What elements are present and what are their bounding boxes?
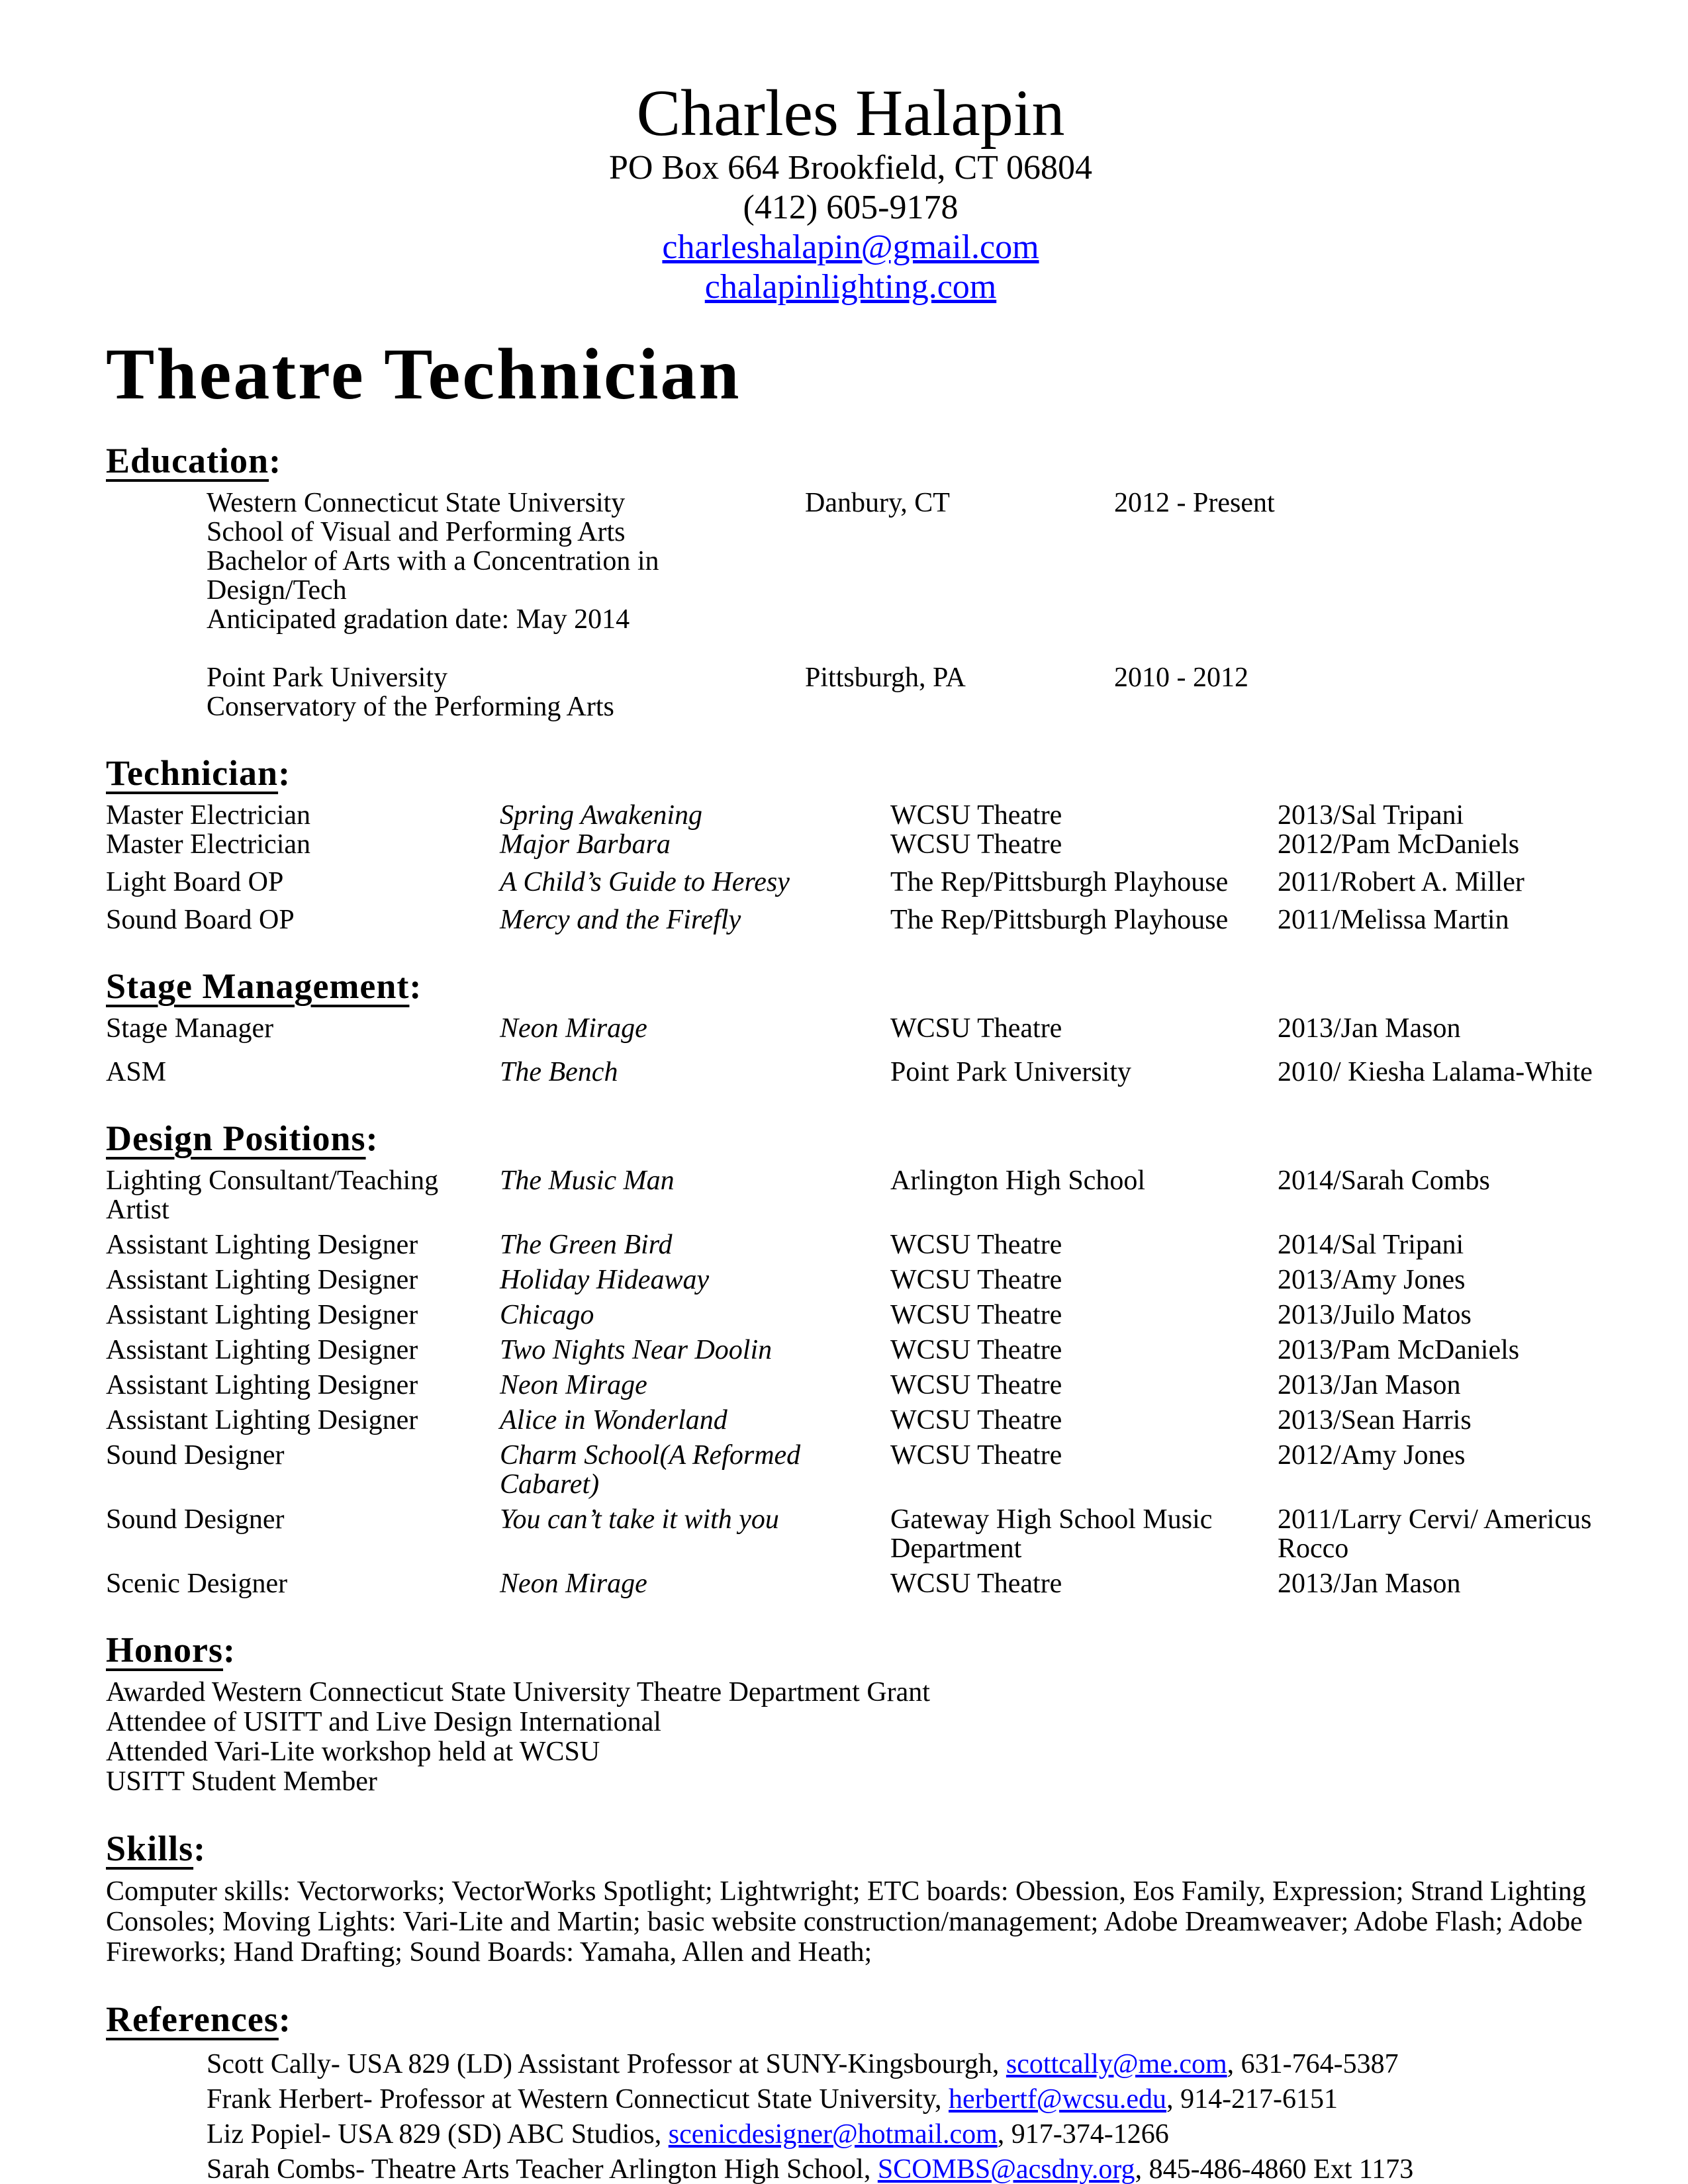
school-dates: 2010 - 2012 — [1114, 662, 1248, 693]
credit-row — [106, 905, 1602, 934]
stage-management-heading-colon: : — [409, 966, 422, 1006]
venue-cell: WCSU Theatre — [890, 1230, 1062, 1260]
credit-cell: 2012/Pam McDaniels — [1278, 829, 1520, 860]
position-cell: Assistant Lighting Designer — [106, 1265, 418, 1295]
credit-cell: 2010/ Kiesha Lalama-White — [1278, 1057, 1593, 1087]
website-line — [106, 267, 1595, 307]
show-title: You can’t take it with you — [500, 1504, 779, 1535]
credit-cell: 2014/Sarah Combs — [1278, 1165, 1490, 1196]
reference-phone: , 914-217-6151 — [1166, 2084, 1338, 2115]
position-cell: Sound Designer — [106, 1504, 285, 1535]
show-title: Two Nights Near Doolin — [500, 1335, 773, 1365]
venue-cell: WCSU Theatre — [890, 1370, 1062, 1400]
venue-cell: WCSU Theatre — [890, 1440, 1062, 1471]
venue-cell: WCSU Theatre — [890, 1300, 1062, 1330]
credit-row — [106, 868, 1602, 897]
position-cell: Master Electrician — [106, 829, 311, 860]
reference-text: Liz Popiel- USA 829 (SD) ABC Studios, — [207, 2119, 669, 2150]
position-cell: Assistant Lighting Designer — [106, 1300, 418, 1330]
honors-heading-text: Honors — [106, 1630, 224, 1670]
section-skills — [106, 1827, 1602, 1968]
page-title: Theatre Technician — [106, 334, 741, 414]
reference-email-link[interactable]: scottcally@me.com — [1006, 2049, 1227, 2079]
show-title: Alice in Wonderland — [500, 1405, 727, 1435]
skills-heading — [106, 1827, 1602, 1870]
reference-email-link[interactable]: herbertf@wcsu.edu — [949, 2084, 1167, 2115]
reference-email-link[interactable]: scenicdesigner@hotmail.com — [668, 2119, 998, 2150]
education-heading-colon: : — [269, 441, 282, 480]
reference-text: Frank Herbert- Professor at Western Connecticut State University, — [207, 2084, 949, 2115]
credit-row — [106, 1058, 1602, 1087]
venue-cell: WCSU Theatre — [890, 800, 1062, 831]
design-positions-table — [106, 1166, 1602, 1598]
school-dates: 2012 - Present — [1114, 488, 1275, 518]
website-link[interactable]: chalapinlighting.com — [704, 268, 997, 306]
honor-item: Attendee of USITT and Live Design International — [106, 1707, 661, 1737]
credit-cell: 2013/Amy Jones — [1278, 1265, 1466, 1295]
school-detail: Conservatory of the Performing Arts — [207, 692, 614, 722]
school-location: Danbury, CT — [805, 488, 950, 518]
education-heading — [106, 439, 1602, 482]
credit-row — [106, 801, 1602, 830]
credit-row — [106, 1371, 1602, 1400]
school-name: Point Park University — [207, 662, 447, 693]
email-link[interactable]: charleshalapin@gmail.com — [662, 228, 1039, 266]
section-honors — [106, 1629, 1602, 1797]
credit-row — [106, 1505, 1602, 1563]
reference-phone: , 917-374-1266 — [997, 2119, 1169, 2150]
education-entry-details — [207, 488, 805, 634]
show-title: Mercy and the Firefly — [500, 905, 741, 935]
venue-cell: The Rep/Pittsburgh Playhouse — [890, 867, 1229, 897]
position-cell: Lighting Consultant/Teaching Artist — [106, 1165, 439, 1225]
credit-cell: 2013/Sal Tripani — [1278, 800, 1464, 831]
credit-row — [106, 1300, 1602, 1330]
section-design-positions — [106, 1117, 1602, 1598]
credit-cell: 2013/Juilo Matos — [1278, 1300, 1472, 1330]
credit-cell: 2011/Larry Cervi/ Americus Rocco — [1278, 1504, 1592, 1564]
design-positions-heading-text: Design Positions — [106, 1118, 366, 1158]
school-location: Pittsburgh, PA — [805, 662, 966, 693]
venue-cell: WCSU Theatre — [890, 1335, 1062, 1365]
position-cell: Assistant Lighting Designer — [106, 1405, 418, 1435]
venue-cell: WCSU Theatre — [890, 1405, 1062, 1435]
position-cell: Master Electrician — [106, 800, 311, 831]
honors-heading-colon: : — [223, 1630, 236, 1670]
degree-detail: Bachelor of Arts with a Concentration in Design/Tech — [207, 546, 659, 606]
credit-row — [106, 1265, 1602, 1295]
stage-management-table — [106, 1014, 1602, 1087]
credit-row — [106, 1230, 1602, 1259]
school-detail: School of Visual and Performing Arts — [207, 517, 626, 547]
position-cell: Stage Manager — [106, 1013, 274, 1044]
section-technician — [106, 752, 1602, 934]
honors-heading — [106, 1629, 1602, 1671]
show-title: The Music Man — [500, 1165, 675, 1196]
stage-management-heading — [106, 965, 1602, 1007]
skills-heading-colon: : — [193, 1829, 207, 1868]
design-positions-heading-colon: : — [365, 1118, 379, 1158]
position-cell: Sound Designer — [106, 1440, 285, 1471]
reference-item — [207, 2047, 1602, 2082]
venue-cell: Point Park University — [890, 1057, 1131, 1087]
position-cell: Sound Board OP — [106, 905, 295, 935]
reference-item — [207, 2152, 1602, 2184]
graduation-detail: Anticipated gradation date: May 2014 — [207, 604, 630, 635]
credit-cell: 2011/Melissa Martin — [1278, 905, 1509, 935]
credit-row — [106, 1406, 1602, 1435]
phone-line: (412) 605-9178 — [743, 189, 959, 226]
credit-row — [106, 830, 1602, 859]
show-title: Chicago — [500, 1300, 594, 1330]
person-name: Charles Halapin — [636, 76, 1065, 150]
reference-text: Scott Cally- USA 829 (LD) Assistant Professor at SUNY-Kingsbourgh, — [207, 2049, 1006, 2079]
reference-text: Sarah Combs- Theatre Arts Teacher Arlington High School, — [207, 2154, 878, 2184]
position-cell: ASM — [106, 1057, 167, 1087]
position-cell: Scenic Designer — [106, 1569, 288, 1599]
references-heading-text: References — [106, 1999, 279, 2039]
show-title: The Green Bird — [500, 1230, 673, 1260]
show-title: Charm School(A Reformed Cabaret) — [500, 1440, 801, 1500]
technician-heading-colon: : — [278, 753, 291, 793]
reference-phone: , 845-486-4860 Ext 1173 — [1135, 2154, 1414, 2184]
show-title: Major Barbara — [500, 829, 671, 860]
show-title: Neon Mirage — [500, 1569, 647, 1599]
venue-cell: WCSU Theatre — [890, 1013, 1062, 1044]
address-line: PO Box 664 Brookfield, CT 06804 — [609, 149, 1092, 187]
venue-cell: Gateway High School Music Department — [890, 1504, 1213, 1564]
show-title: Spring Awakening — [500, 800, 703, 831]
skills-heading-text: Skills — [106, 1829, 194, 1868]
email-line — [106, 228, 1595, 267]
credit-row — [106, 1336, 1602, 1365]
credit-cell: 2013/Sean Harris — [1278, 1405, 1472, 1435]
venue-cell: WCSU Theatre — [890, 1569, 1062, 1599]
honors-list — [106, 1678, 1602, 1797]
reference-item — [207, 2082, 1602, 2117]
reference-item — [207, 2117, 1602, 2152]
position-cell: Assistant Lighting Designer — [106, 1230, 418, 1260]
reference-email-link[interactable]: SCOMBS@acsdny.org — [877, 2154, 1135, 2184]
position-cell: Light Board OP — [106, 867, 284, 897]
position-cell: Assistant Lighting Designer — [106, 1335, 418, 1365]
references-heading — [106, 1998, 1602, 2040]
design-positions-heading — [106, 1117, 1602, 1160]
credit-cell: 2013/Pam McDaniels — [1278, 1335, 1520, 1365]
show-title: A Child’s Guide to Heresy — [500, 867, 790, 897]
credit-cell: 2014/Sal Tripani — [1278, 1230, 1464, 1260]
venue-cell: WCSU Theatre — [890, 829, 1062, 860]
reference-phone: , 631-764-5387 — [1227, 2049, 1399, 2079]
credit-cell: 2013/Jan Mason — [1278, 1013, 1461, 1044]
technician-table — [106, 801, 1602, 934]
credit-row — [106, 1441, 1602, 1499]
section-references — [106, 1998, 1602, 2184]
show-title: The Bench — [500, 1057, 618, 1087]
credit-row — [106, 1569, 1602, 1598]
honor-item: Attended Vari-Lite workshop held at WCSU — [106, 1737, 600, 1767]
education-entry — [207, 663, 1602, 721]
stage-management-heading-text: Stage Management — [106, 966, 410, 1006]
section-stage-management — [106, 965, 1602, 1087]
show-title: Neon Mirage — [500, 1013, 647, 1044]
position-cell: Assistant Lighting Designer — [106, 1370, 418, 1400]
references-heading-colon: : — [278, 1999, 291, 2039]
technician-heading — [106, 752, 1602, 794]
education-heading-text: Education — [106, 441, 269, 480]
education-entry — [207, 488, 1602, 634]
credit-row — [106, 1166, 1602, 1224]
honor-item: USITT Student Member — [106, 1766, 377, 1797]
show-title: Holiday Hideaway — [500, 1265, 710, 1295]
venue-cell: WCSU Theatre — [890, 1265, 1062, 1295]
venue-cell: Arlington High School — [890, 1165, 1145, 1196]
show-title: Neon Mirage — [500, 1370, 647, 1400]
education-entry-details — [207, 663, 805, 721]
contact-header — [106, 78, 1595, 307]
honor-item: Awarded Western Connecticut State University Theatre Department Grant — [106, 1677, 930, 1707]
references-list — [207, 2047, 1602, 2184]
skills-paragraph: Computer skills: Vectorworks; VectorWorks Spotlight; Lightwright; ETC boards: Obession, Eos Family, Expression; Strand Lighting Consoles; Moving Lights: Vari-Lite and Martin; basic website construction/management; Adobe Dreamweaver; Adobe Flash; Adobe Fireworks; Hand Drafting; Sound Boards: Yamaha, Allen and Heath; — [106, 1876, 1586, 1968]
credit-cell: 2013/Jan Mason — [1278, 1370, 1461, 1400]
technician-heading-text: Technician — [106, 753, 279, 793]
school-name: Western Connecticut State University — [207, 488, 626, 518]
credit-cell: 2011/Robert A. Miller — [1278, 867, 1524, 897]
credit-cell: 2012/Amy Jones — [1278, 1440, 1466, 1471]
credit-cell: 2013/Jan Mason — [1278, 1569, 1461, 1599]
section-education — [106, 439, 1602, 721]
venue-cell: The Rep/Pittsburgh Playhouse — [890, 905, 1229, 935]
credit-row — [106, 1014, 1602, 1043]
education-list — [207, 488, 1602, 721]
